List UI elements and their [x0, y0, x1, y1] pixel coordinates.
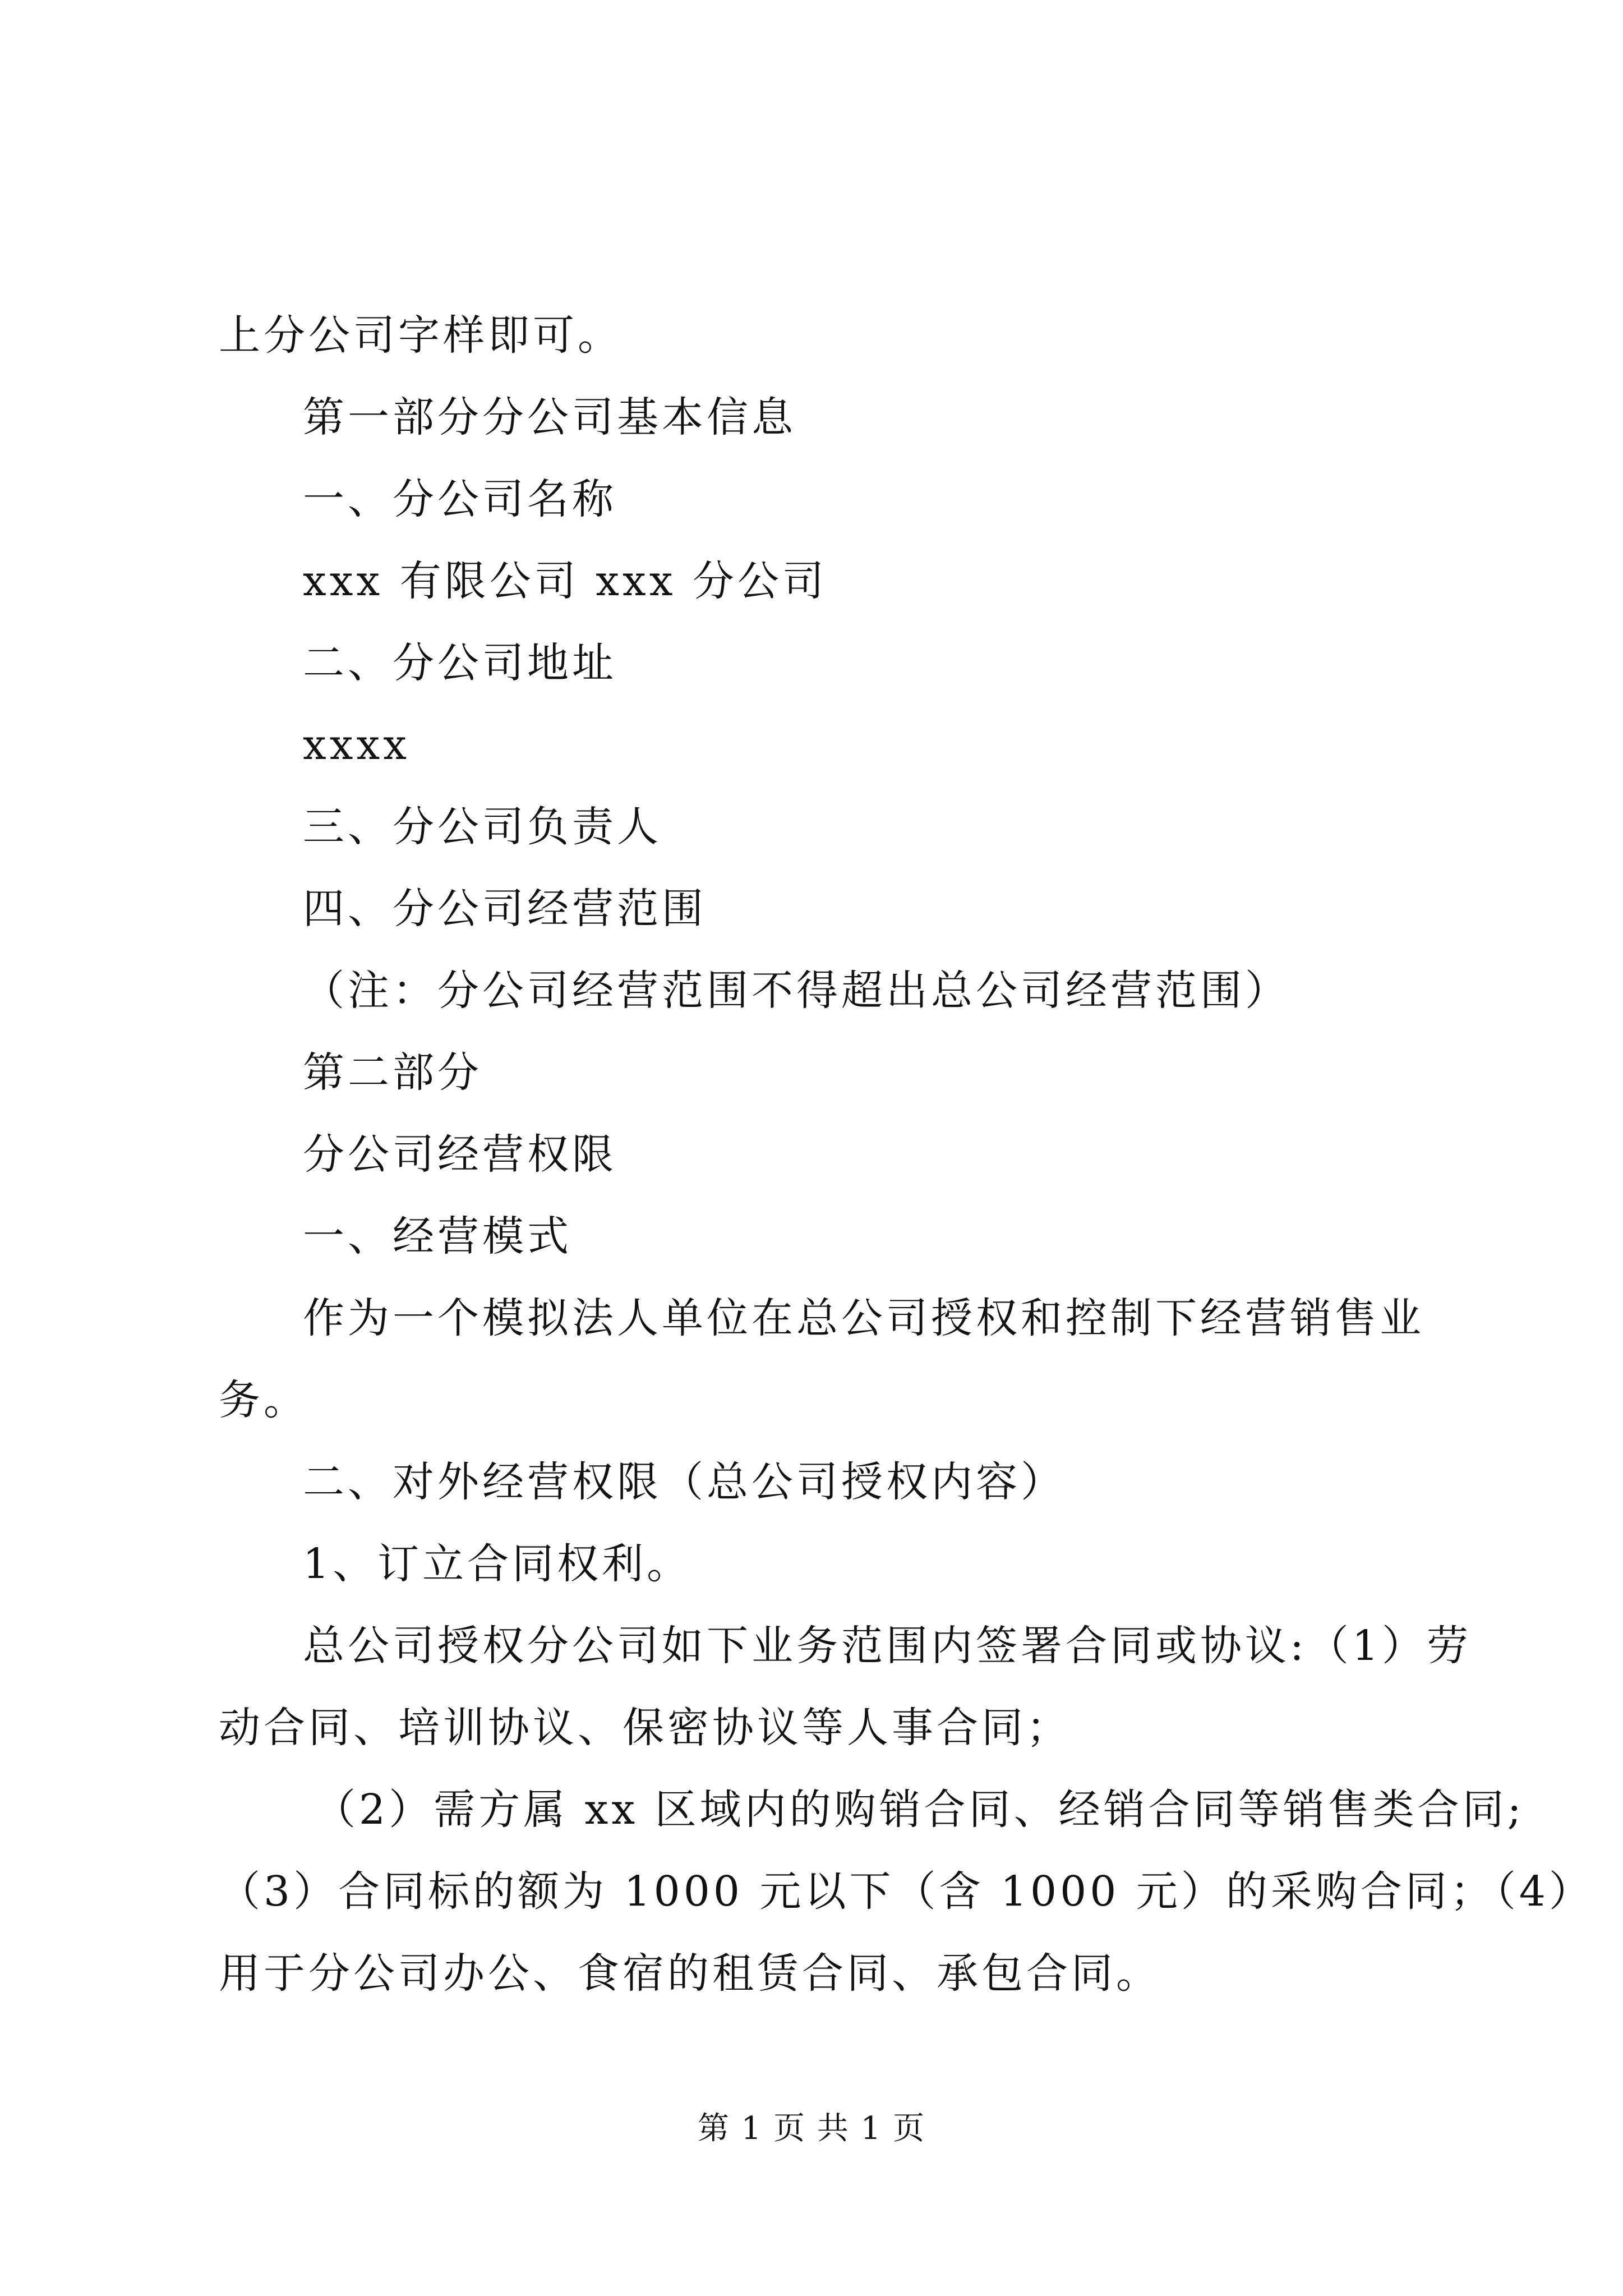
text-line: （2）需方属 xx 区域内的购销合同、经销合同等销售类合同;: [314, 1786, 1525, 1834]
item-heading: 四、分公司经营范围: [303, 885, 707, 933]
item-heading: 一、经营模式: [303, 1212, 572, 1260]
text-line: 务。: [219, 1376, 308, 1424]
item-heading: 1、订立合同权利。: [303, 1540, 692, 1588]
item-heading: 一、分公司名称: [303, 475, 617, 523]
text-line: 作为一个模拟法人单位在总公司授权和控制下经营销售业: [303, 1294, 1424, 1342]
section-heading: 第一部分分公司基本信息: [303, 393, 796, 441]
section-heading: 第二部分: [303, 1048, 482, 1097]
document-body: [219, 295, 1594, 2014]
page-footer: 第 1 页 共 1 页: [697, 2110, 926, 2147]
text-line: xxxx: [303, 721, 410, 769]
item-heading: 二、分公司地址: [303, 639, 617, 687]
item-heading: 三、分公司负责人: [303, 803, 662, 851]
section-subtitle: 分公司经营权限: [303, 1130, 617, 1179]
text-line: xxx 有限公司 xxx 分公司: [303, 557, 827, 605]
text-line: 上分公司字样即可。: [219, 311, 623, 360]
note-line: （注：分公司经营范围不得超出总公司经营范围）: [303, 967, 1290, 1015]
text-line: 总公司授权分公司如下业务范围内签署合同或协议:（1）劳: [303, 1622, 1472, 1670]
text-line: 用于分公司办公、食宿的租赁合同、承包合同。: [219, 1949, 1161, 1998]
item-heading: 二、对外经营权限（总公司授权内容）: [303, 1458, 1066, 1506]
text-line: （3）合同标的额为 1000 元以下（含 1000 元）的采购合同；（4）: [219, 1867, 1594, 1916]
text-line: 动合同、培训协议、保密协议等人事合同；: [219, 1704, 1071, 1752]
